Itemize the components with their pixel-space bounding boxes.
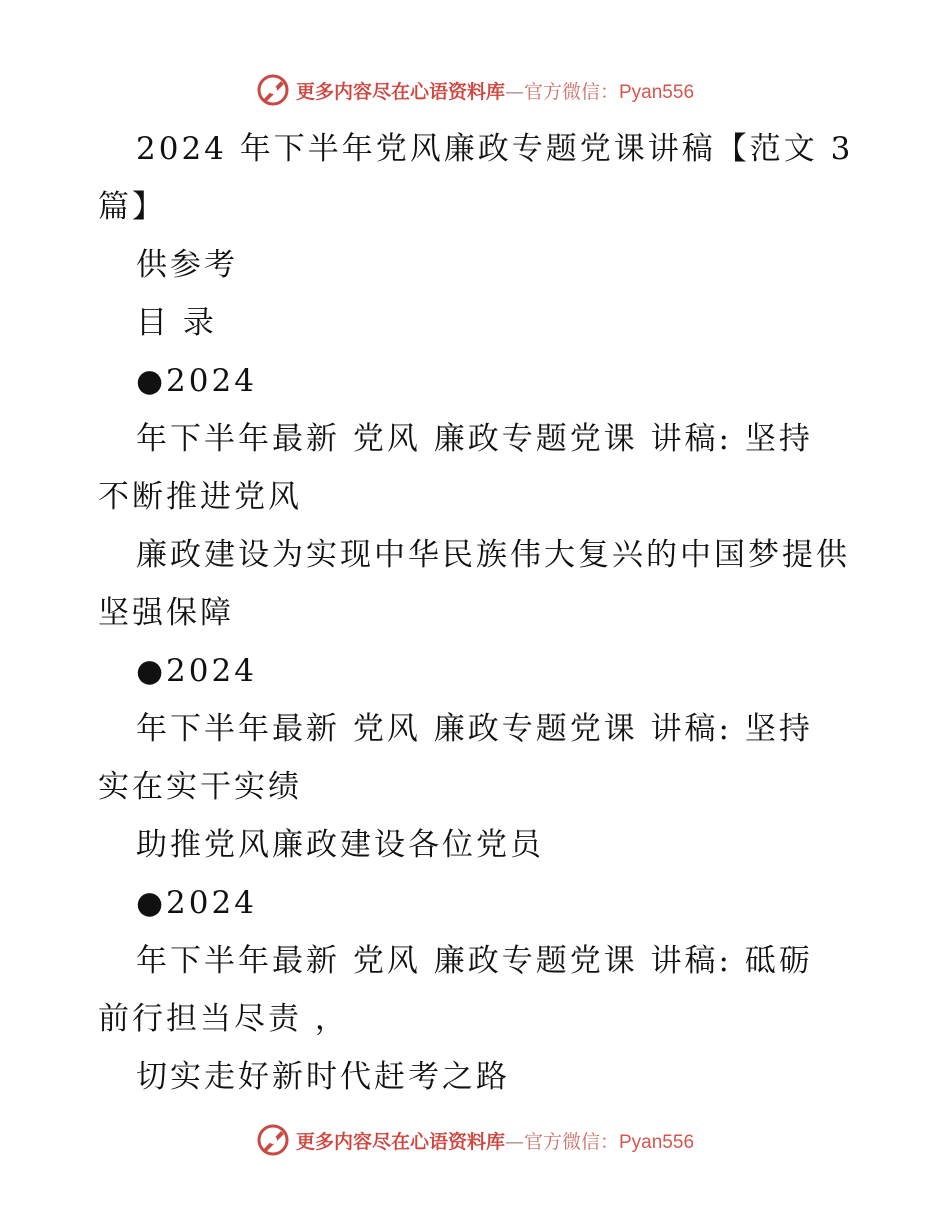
doc-title-line-2: 篇】 [98,189,166,225]
doc-toc-heading: 目 录 [136,305,217,341]
toc-item-1-bullet: ●2024 [136,363,257,399]
toc-item-2-line-2: 实在实干实绩 [98,769,302,805]
toc-item-3-line-1: 年下半年最新 党风 廉政专题党课 讲稿: 砥砺 [136,943,813,979]
doc-title-line-1: 2024 年下半年党风廉政专题党课讲稿【范文 3 [136,131,854,167]
toc-item-1-line-4: 坚强保障 [98,595,234,631]
doc-ref: 供参考 [136,247,238,283]
toc-item-1-line-3: 廉政建设为实现中华民族伟大复兴的中国梦提供 [136,537,850,573]
toc-item-3-bullet: ●2024 [136,885,257,921]
watermark-text: 更多内容尽在心语资料库—官方微信：Pyan556 [295,80,695,103]
document-body [98,120,858,1106]
toc-item-3-line-2: 前行担当尽责 ， [98,1001,349,1037]
toc-item-2-line-3: 助推党风廉政建设各位党员 [136,827,544,863]
toc-item-1-line-2: 不断推进党风 [98,479,302,515]
quill-logo-icon [256,73,290,107]
watermark-text: 更多内容尽在心语资料库—官方微信：Pyan556 [295,1130,695,1153]
toc-item-2-bullet: ●2024 [136,653,257,689]
toc-item-3-line-3: 切实走好新时代赶考之路 [136,1059,510,1095]
header-watermark [0,70,950,110]
quill-logo-icon [256,1123,290,1157]
footer-watermark [0,1120,950,1160]
toc-item-2-line-1: 年下半年最新 党风 廉政专题党课 讲稿: 坚持 [136,711,813,747]
toc-item-1-line-1: 年下半年最新 党风 廉政专题党课 讲稿: 坚持 [136,421,813,457]
